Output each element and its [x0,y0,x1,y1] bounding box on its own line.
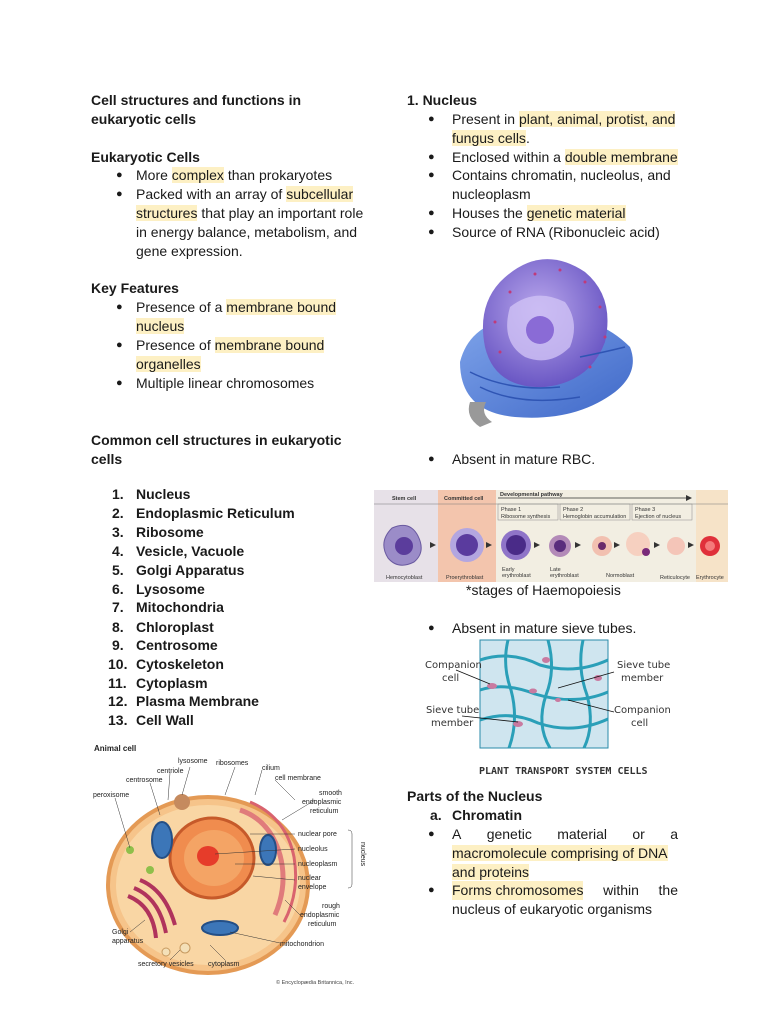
ejected-nucleus [642,548,650,556]
list-item-number: 13. [108,712,128,728]
label-nucleus-bracket: nucleus [359,842,366,867]
lysosome-shape [174,794,190,810]
label-phase2-b: Hemoglobin accumulation [563,514,627,520]
hemocytoblast-nucleus [395,537,413,555]
haemopoiesis-diagram [374,490,728,582]
label-secretory-vesicles: secretory vesicles [138,961,194,968]
label-ribosomes: ribosomes [216,760,249,767]
list-item-number: 1. [112,486,124,502]
bullet-dot: ● [116,377,123,389]
list-item: Plasma Membrane [136,693,259,709]
label-companion-cell-right-2: cell [631,718,649,729]
mitochondrion-shape [202,921,238,935]
label-developmental-pathway: Developmental pathway [500,492,563,498]
list-item: Nucleus [136,486,191,502]
key-bullet-1-line-2: nucleus [136,318,185,334]
nucleolus-shape [197,846,219,866]
label-golgi-1: Golgi [112,929,129,936]
label-late-1: Late [550,567,561,573]
animal-cell-title: Animal cell [94,744,137,753]
chromatin-subheading: Chromatin [452,807,522,823]
label-rough-er-3: reticulum [308,921,337,928]
label-early-1: Early [502,567,515,573]
list-item: Lysosome [136,581,205,597]
key-bullet-2-line-1: Presence of membrane bound [136,337,325,353]
label-cytoplasm: cytoplasm [208,961,240,968]
proerythroblast-nucleus [456,534,478,556]
list-item-number: 7. [112,599,124,615]
common-structures-heading-1: Common cell structures in eukaryotic [91,432,342,448]
list-item: Endoplasmic Reticulum [136,505,295,521]
label-cell-membrane: cell membrane [275,775,321,782]
euk-bullet-2-line-1: Packed with an array of subcellular [136,186,354,202]
plant-diagram-title: PLANT TRANSPORT SYSTEM CELLS [479,766,648,777]
vesicle-shape [162,948,170,956]
mitochondrion-shape [152,822,172,858]
chromatin-bullet-1-line-2: macromolecule comprising of DNA [452,845,668,861]
chromatin-bullet-2-line-2: nucleus of eukaryotic organisms [452,901,652,917]
list-item-number: 5. [112,562,124,578]
nucleus-bullet-4: Houses the genetic material [452,205,626,221]
label-sieve-tube-right-2: member [621,673,664,684]
label-smooth-er-1: smooth [319,790,342,797]
list-item: Vesicle, Vacuole [136,543,245,559]
label-phase2-a: Phase 2 [563,507,584,513]
bullet-dot: ● [116,339,123,351]
label-nucleolus: nucleolus [298,846,328,853]
late-erythroblast-nucleus [554,540,566,552]
chromatin-bullet-2-line-1: Forms chromosomes within the [452,882,678,898]
bullet-dot: ● [428,226,435,238]
label-hemocytoblast: Hemocytoblast [386,575,423,581]
nucleus-bullet-3-line-2: nucleoplasm [452,186,531,202]
label-reticulocyte: Reticulocyte [660,575,690,581]
label-companion-cell-left-1: Companion [425,660,482,671]
label-phase1-a: Phase 1 [501,507,522,513]
euk-bullet-2-line-4: gene expression. [136,243,243,259]
animal-cell-diagram [90,740,365,990]
rbc-bullet: Absent in mature RBC. [452,451,596,467]
label-committed-cell: Committed cell [444,496,484,502]
list-item: Mitochondria [136,599,224,615]
sieve-bullet: Absent in mature sieve tubes. [452,620,637,636]
key-features-heading: Key Features [91,280,179,296]
reticulocyte-cell [667,537,685,555]
label-lysosome: lysosome [178,758,208,765]
label-phase3-b: Ejection of nucleus [635,514,682,520]
label-sieve-tube-left-1: Sieve tube [426,705,480,716]
label-cilium: cilium [262,765,280,772]
label-sieve-tube-right-1: Sieve tube [617,660,671,671]
label-stem-cell: Stem cell [392,496,417,502]
haemopoiesis-caption: *stages of Haemopoiesis [466,582,621,598]
parts-of-nucleus-heading: Parts of the Nucleus [407,788,543,804]
label-golgi-2: apparatus [112,938,144,945]
label-rough-er-2: endoplasmic [300,912,340,919]
label-phase1-b: Ribosome synthesis [501,514,551,520]
label-centrosome: centrosome [126,777,163,784]
bullet-dot: ● [116,188,123,200]
plant-transport-diagram [418,640,678,780]
chromatin-letter: a. [430,807,442,823]
common-structures-heading-2: cells [91,451,123,467]
mitochondrion-shape [260,835,276,865]
bullet-dot: ● [428,151,435,163]
key-bullet-3: Multiple linear chromosomes [136,375,315,391]
chromatin-bullet-1-line-3: and proteins [452,864,530,880]
label-companion-cell-right-1: Companion [614,705,671,716]
doc-title-line-1: Cell structures and functions in [91,92,302,108]
nucleus-heading: 1. Nucleus [407,92,478,108]
label-smooth-er-3: reticulum [310,808,339,815]
label-nucleoplasm: nucleoplasm [298,861,338,868]
nucleus-bullet-3-line-1: Contains chromatin, nucleolus, and [452,167,671,183]
normoblast-nucleus [598,542,606,550]
bullet-dot: ● [428,622,435,634]
list-item-number: 10. [108,656,128,672]
key-bullet-2-line-2: organelles [136,356,201,372]
label-rough-er-1: rough [322,903,340,910]
list-item: Golgi Apparatus [136,562,245,578]
nucleus-bullet-1-line-1: Present in plant, animal, protist, and [452,111,676,127]
nucleus-bullet-5: Source of RNA (Ribonucleic acid) [452,224,660,240]
bullet-dot: ● [116,301,123,313]
eukaryotic-heading: Eukaryotic Cells [91,149,200,165]
bullet-dot: ● [428,884,435,896]
list-item: Ribosome [136,524,204,540]
list-item: Chloroplast [136,619,214,635]
label-nuclear-pore: nuclear pore [298,831,337,838]
list-item: Cytoplasm [136,675,208,691]
label-nuclear-envelope-2: envelope [298,884,327,891]
label-normoblast: Normoblast [606,573,635,579]
list-item-number: 8. [112,619,124,635]
bullet-dot: ● [428,453,435,465]
label-late-2: erythroblast [550,573,579,579]
chromatin-bullet-1-line-1: A genetic material or a [452,826,678,842]
list-item: Cell Wall [136,712,194,728]
list-item: Centrosome [136,637,218,653]
label-companion-cell-left-2: cell [442,673,460,684]
nucleolus-shape [526,316,554,344]
doc-title-line-2: eukaryotic cells [91,111,197,127]
key-bullet-1-line-1: Presence of a membrane bound [136,299,337,315]
bullet-dot: ● [428,828,435,840]
label-early-2: erythroblast [502,573,531,579]
label-nuclear-envelope-1: nuclear [298,875,321,882]
euk-bullet-2-line-3: in energy balance, metabolism, and [136,224,358,240]
label-sieve-tube-left-2: member [431,718,474,729]
bullet-dot: ● [428,207,435,219]
bullet-dot: ● [428,113,435,125]
peroxisome-shape [146,866,154,874]
label-peroxisome: peroxisome [93,792,130,799]
label-proerythroblast: Proerythroblast [446,575,484,581]
list-item-number: 12. [108,693,128,709]
label-smooth-er-2: endoplasmic [302,799,342,806]
label-erythrocyte: Erythrocyte [696,575,724,581]
bullet-dot: ● [428,169,435,181]
list-item-number: 2. [112,505,124,521]
list-item: Cytoskeleton [136,656,224,672]
nucleus-illustration [440,252,640,432]
list-item-number: 3. [112,524,124,540]
list-item-number: 6. [112,581,124,597]
early-erythroblast-nucleus [506,535,526,555]
label-mitochondrion: mitochondrion [280,941,324,948]
bullet-dot: ● [116,169,123,181]
list-item-number: 4. [112,543,124,559]
nucleus-bullet-1-line-2: fungus cells. [452,130,530,146]
copyright-notice: © Encyclopædia Britannica, Inc. [276,980,355,986]
euk-bullet-2-line-2: structures that play an important role [136,205,364,221]
label-phase3-a: Phase 3 [635,507,656,513]
vesicle-shape [180,943,190,953]
label-centriole: centriole [157,768,184,775]
list-item-number: 11. [108,675,127,691]
erythrocyte-center [705,541,715,551]
list-item-number: 9. [112,637,124,653]
euk-bullet-1: More complex than prokaryotes [136,167,333,183]
nucleus-bullet-2: Enclosed within a double membrane [452,149,678,165]
